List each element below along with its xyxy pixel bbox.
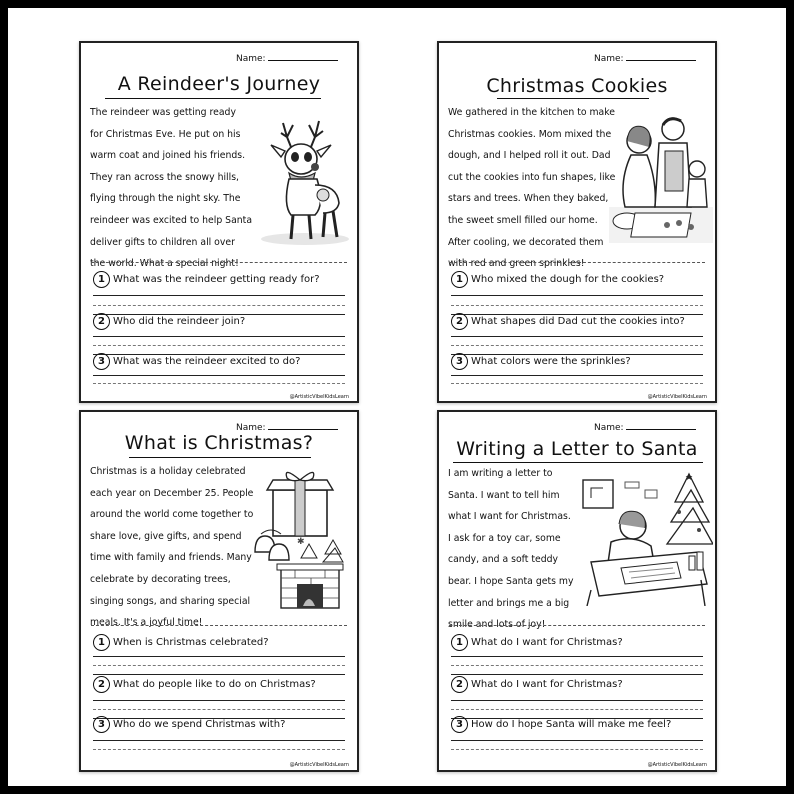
question-2 <box>93 676 316 693</box>
story-text <box>90 461 253 634</box>
question-number-badge: 1 <box>93 271 110 288</box>
section-divider <box>91 625 347 626</box>
story-text <box>448 102 615 275</box>
story-line: for Christmas Eve. He put on his <box>90 128 241 140</box>
footer-credit: @ArtisticVibeIKidsLearn <box>647 762 707 768</box>
worksheet-cookies <box>437 41 717 403</box>
title-underline <box>105 98 321 99</box>
footer-credit: @ArtisticVibeIKidsLearn <box>647 394 707 400</box>
story-line: each year on December 25. People <box>90 487 254 499</box>
question-text: Who do we spend Christmas with? <box>113 719 286 730</box>
answer-guide-line <box>451 305 703 306</box>
worksheet-title: What is Christmas? <box>124 432 314 454</box>
story-line: dough, and I helped roll it out. Dad <box>448 150 611 162</box>
story-line: with red and green sprinkles! <box>448 258 585 270</box>
section-divider <box>449 262 705 263</box>
question-1 <box>451 271 664 288</box>
story-line: meals. It's a joyful time! <box>90 617 203 629</box>
question-1 <box>93 634 269 651</box>
gift-bells-fireplace-icon <box>247 468 355 610</box>
question-2 <box>451 676 623 693</box>
question-1 <box>93 271 320 288</box>
story-line: the world. What a special night! <box>90 258 239 270</box>
question-2 <box>93 313 245 330</box>
story-line: Christmas cookies. Mom mixed the <box>448 128 612 140</box>
story-text <box>448 463 573 636</box>
story-line: candy, and a soft teddy <box>448 554 559 566</box>
answer-line[interactable] <box>451 295 703 296</box>
answer-line[interactable] <box>93 336 345 337</box>
worksheet-title: A Reindeer's Journey <box>117 73 321 95</box>
title-underline <box>497 98 649 99</box>
worksheet-letter-to-santa <box>437 410 717 772</box>
answer-line[interactable] <box>451 700 703 701</box>
name-label: Name: <box>594 423 624 433</box>
story-line: what I want for Christmas. <box>448 511 571 523</box>
story-line: I am writing a letter to <box>448 468 553 479</box>
question-text: What do people like to do on Christmas? <box>113 679 316 690</box>
question-number-badge: 3 <box>93 716 110 733</box>
name-label: Name: <box>594 54 624 64</box>
story-line: celebrate by decorating trees, <box>90 573 231 585</box>
answer-guide-line <box>93 749 345 750</box>
question-text: What colors were the sprinkles? <box>471 356 631 367</box>
story-line: The reindeer was getting ready <box>90 107 236 118</box>
answer-guide-line <box>93 383 345 384</box>
question-number-badge: 1 <box>451 271 468 288</box>
answer-line[interactable] <box>93 674 345 675</box>
story-line: the sweet smell filled our home. <box>448 214 598 226</box>
answer-guide-line <box>93 345 345 346</box>
question-3 <box>451 716 671 733</box>
answer-line[interactable] <box>93 295 345 296</box>
name-field[interactable] <box>594 421 696 433</box>
family-baking-icon <box>609 111 713 243</box>
answer-line[interactable] <box>93 740 345 741</box>
question-text: What shapes did Dad cut the cookies into? <box>471 316 685 327</box>
name-field[interactable] <box>236 52 338 64</box>
answer-guide-line <box>451 665 703 666</box>
footer-credit: @ArtisticVibeIKidsLearn <box>289 394 349 400</box>
story-line: cut the cookies into fun shapes, like <box>448 171 616 183</box>
name-label: Name: <box>236 54 266 64</box>
story-line: time with family and friends. Many <box>90 552 252 564</box>
answer-line[interactable] <box>451 674 703 675</box>
story-line: warm coat and joined his friends. <box>90 150 246 162</box>
answer-guide-line <box>451 709 703 710</box>
answer-line[interactable] <box>93 656 345 657</box>
story-line: bear. I hope Santa gets my <box>448 575 574 587</box>
question-text: Who mixed the dough for the cookies? <box>471 274 665 285</box>
story-line: deliver gifts to children all over <box>90 236 235 248</box>
answer-line[interactable] <box>451 740 703 741</box>
answer-line[interactable] <box>93 375 345 376</box>
story-line: Santa. I want to tell him <box>448 489 560 501</box>
question-1 <box>451 634 623 651</box>
svg-text:✱: ✱ <box>297 537 305 547</box>
question-3 <box>93 716 285 733</box>
question-2 <box>451 313 685 330</box>
question-number-badge: 2 <box>451 676 468 693</box>
answer-line[interactable] <box>451 375 703 376</box>
story-line: singing songs, and sharing special <box>90 595 251 607</box>
question-text: What do I want for Christmas? <box>471 679 623 690</box>
question-text: When is Christmas celebrated? <box>113 637 269 648</box>
answer-guide-line <box>451 383 703 384</box>
story-line: We gathered in the kitchen to make <box>448 107 616 118</box>
svg-text:★: ★ <box>685 473 694 483</box>
story-line: flying through the night sky. The <box>90 193 241 205</box>
story-line: stars and trees. When they baked, <box>448 193 609 205</box>
question-3 <box>451 353 631 370</box>
question-number-badge: 3 <box>451 716 468 733</box>
answer-guide-line <box>451 345 703 346</box>
section-divider <box>449 625 705 626</box>
name-label: Name: <box>236 423 266 433</box>
answer-line[interactable] <box>451 656 703 657</box>
reindeer-icon <box>253 115 353 247</box>
worksheet-title: Writing a Letter to Santa <box>456 438 698 460</box>
story-line: They ran across the snowy hills, <box>90 171 240 183</box>
worksheet-reindeer <box>79 41 359 403</box>
question-text: What was the reindeer getting ready for? <box>113 274 320 285</box>
answer-line[interactable] <box>93 700 345 701</box>
question-number-badge: 2 <box>451 313 468 330</box>
question-text: How do I hope Santa will make me feel? <box>471 719 672 730</box>
answer-guide-line <box>93 305 345 306</box>
question-number-badge: 3 <box>451 353 468 370</box>
footer-credit: @ArtisticVibeIKidsLearn <box>289 762 349 768</box>
question-number-badge: 3 <box>93 353 110 370</box>
child-writing-letter-icon <box>581 472 713 606</box>
name-field[interactable] <box>594 52 696 64</box>
story-line: After cooling, we decorated them <box>448 236 604 248</box>
story-text <box>90 102 252 275</box>
question-text: What was the reindeer excited to do? <box>113 356 301 367</box>
story-line: reindeer was excited to help Santa <box>90 214 253 226</box>
question-number-badge: 1 <box>451 634 468 651</box>
story-line: I ask for a toy car, some <box>448 532 561 544</box>
answer-guide-line <box>93 709 345 710</box>
question-text: What do I want for Christmas? <box>471 637 623 648</box>
answer-guide-line <box>451 749 703 750</box>
title-underline <box>129 457 311 458</box>
question-text: Who did the reindeer join? <box>113 316 246 327</box>
question-number-badge: 1 <box>93 634 110 651</box>
story-line: around the world come together to <box>90 509 254 521</box>
answer-guide-line <box>93 665 345 666</box>
answer-line[interactable] <box>451 336 703 337</box>
story-line: Christmas is a holiday celebrated <box>90 466 246 477</box>
question-number-badge: 2 <box>93 676 110 693</box>
worksheet-what-is-christmas <box>79 410 359 772</box>
worksheet-title: Christmas Cookies <box>486 75 668 97</box>
story-line: share love, give gifts, and spend <box>90 530 242 542</box>
question-3 <box>93 353 300 370</box>
section-divider <box>91 262 347 263</box>
question-number-badge: 2 <box>93 313 110 330</box>
story-line: smile and lots of joy! <box>448 619 546 631</box>
story-line: letter and brings me a big <box>448 597 570 609</box>
